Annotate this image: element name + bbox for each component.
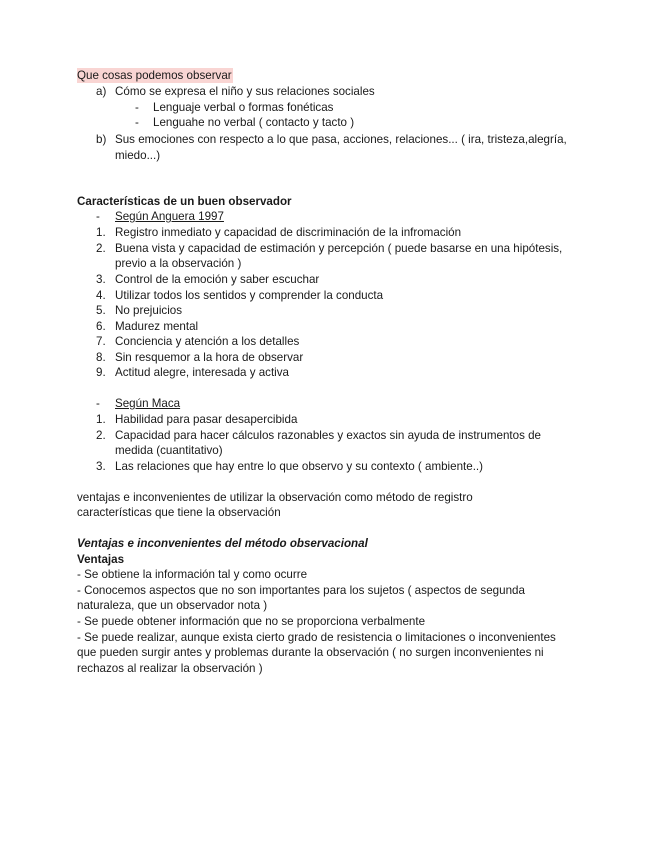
section-heading: Características de un buen observador: [77, 195, 292, 208]
list-item-text: Madurez mental: [115, 320, 199, 333]
list-marker: a): [96, 85, 107, 98]
list-number: 1.: [96, 413, 106, 426]
highlighted-heading: Que cosas podemos observar: [77, 69, 232, 82]
list-item-text-continued: previo a la observación ): [115, 257, 242, 270]
subsection-heading: Ventajas: [77, 553, 125, 566]
note-line: ventajas e inconvenientes de utilizar la observación como método de registro: [77, 491, 473, 504]
list-number: 4.: [96, 289, 106, 302]
list-number: 1.: [96, 226, 106, 239]
list-item-text: Cómo se expresa el niño y sus relaciones sociales: [115, 85, 375, 98]
list-number: 2.: [96, 242, 106, 255]
paragraph-line: que pueden surgir antes y problemas durante la observación ( no surgen inconvenientes ni: [77, 646, 544, 659]
sub-list-marker: -: [135, 101, 139, 114]
source-label: Según Maca: [115, 397, 181, 410]
list-item-text: Utilizar todos los sentidos y comprender la conducta: [115, 289, 384, 302]
list-number: 7.: [96, 335, 106, 348]
list-marker: b): [96, 133, 107, 146]
sub-list-marker: -: [135, 116, 139, 129]
note-line: características que tiene la observación: [77, 506, 281, 519]
list-number: 9.: [96, 366, 106, 379]
list-item-text: Conciencia y atención a los detalles: [115, 335, 300, 348]
list-item-text: Control de la emoción y saber escuchar: [115, 273, 320, 286]
paragraph-line: - Se obtiene la información tal y como ocurre: [77, 568, 308, 581]
paragraph-line: - Se puede realizar, aunque exista cierto grado de resistencia o limitaciones o inconvenientes: [77, 631, 556, 644]
list-number: 2.: [96, 429, 106, 442]
list-item-text: Buena vista y capacidad de estimación y percepción ( puede basarse en una hipótesis,: [115, 242, 563, 255]
list-item-text: Capacidad para hacer cálculos razonables y exactos sin ayuda de instrumentos de: [115, 429, 541, 442]
list-item-text: Las relaciones que hay entre lo que observo y su contexto ( ambiente..): [115, 460, 483, 473]
list-item-text-continued: medida (cuantitativo): [115, 444, 223, 457]
list-number: 3.: [96, 460, 106, 473]
section-heading: [77, 68, 233, 83]
paragraph-line: - Conocemos aspectos que no son importantes para los sujetos ( aspectos de segunda: [77, 584, 525, 597]
list-number: 3.: [96, 273, 106, 286]
list-item-text: Registro inmediato y capacidad de discriminación de la infromación: [115, 226, 462, 239]
list-item-text: Sin resquemor a la hora de observar: [115, 351, 304, 364]
section-heading: Ventajas e inconvenientes del método observacional: [77, 537, 368, 550]
list-item-text-continued: miedo...): [115, 149, 161, 162]
paragraph-line: - Se puede obtener información que no se proporciona verbalmente: [77, 615, 426, 628]
list-item-text: Actitud alegre, interesada y activa: [115, 366, 290, 379]
list-number: 8.: [96, 351, 106, 364]
list-item-text: No prejuicios: [115, 304, 183, 317]
source-label: Según Anguera 1997: [115, 210, 224, 223]
sub-list-item-text: Lenguahe no verbal ( contacto y tacto ): [153, 116, 355, 129]
list-marker: -: [96, 210, 100, 223]
list-marker: -: [96, 397, 100, 410]
paragraph-line: rechazos al realizar la observación ): [77, 662, 263, 675]
list-item-text: Habilidad para pasar desapercibida: [115, 413, 298, 426]
list-number: 5.: [96, 304, 106, 317]
list-item-text: Sus emociones con respecto a lo que pasa, acciones, relaciones... ( ira, tristeza,alegría,: [115, 133, 567, 146]
sub-list-item-text: Lenguaje verbal o formas fonéticas: [153, 101, 334, 114]
list-number: 6.: [96, 320, 106, 333]
paragraph-line: naturaleza, que un observador nota ): [77, 599, 268, 612]
